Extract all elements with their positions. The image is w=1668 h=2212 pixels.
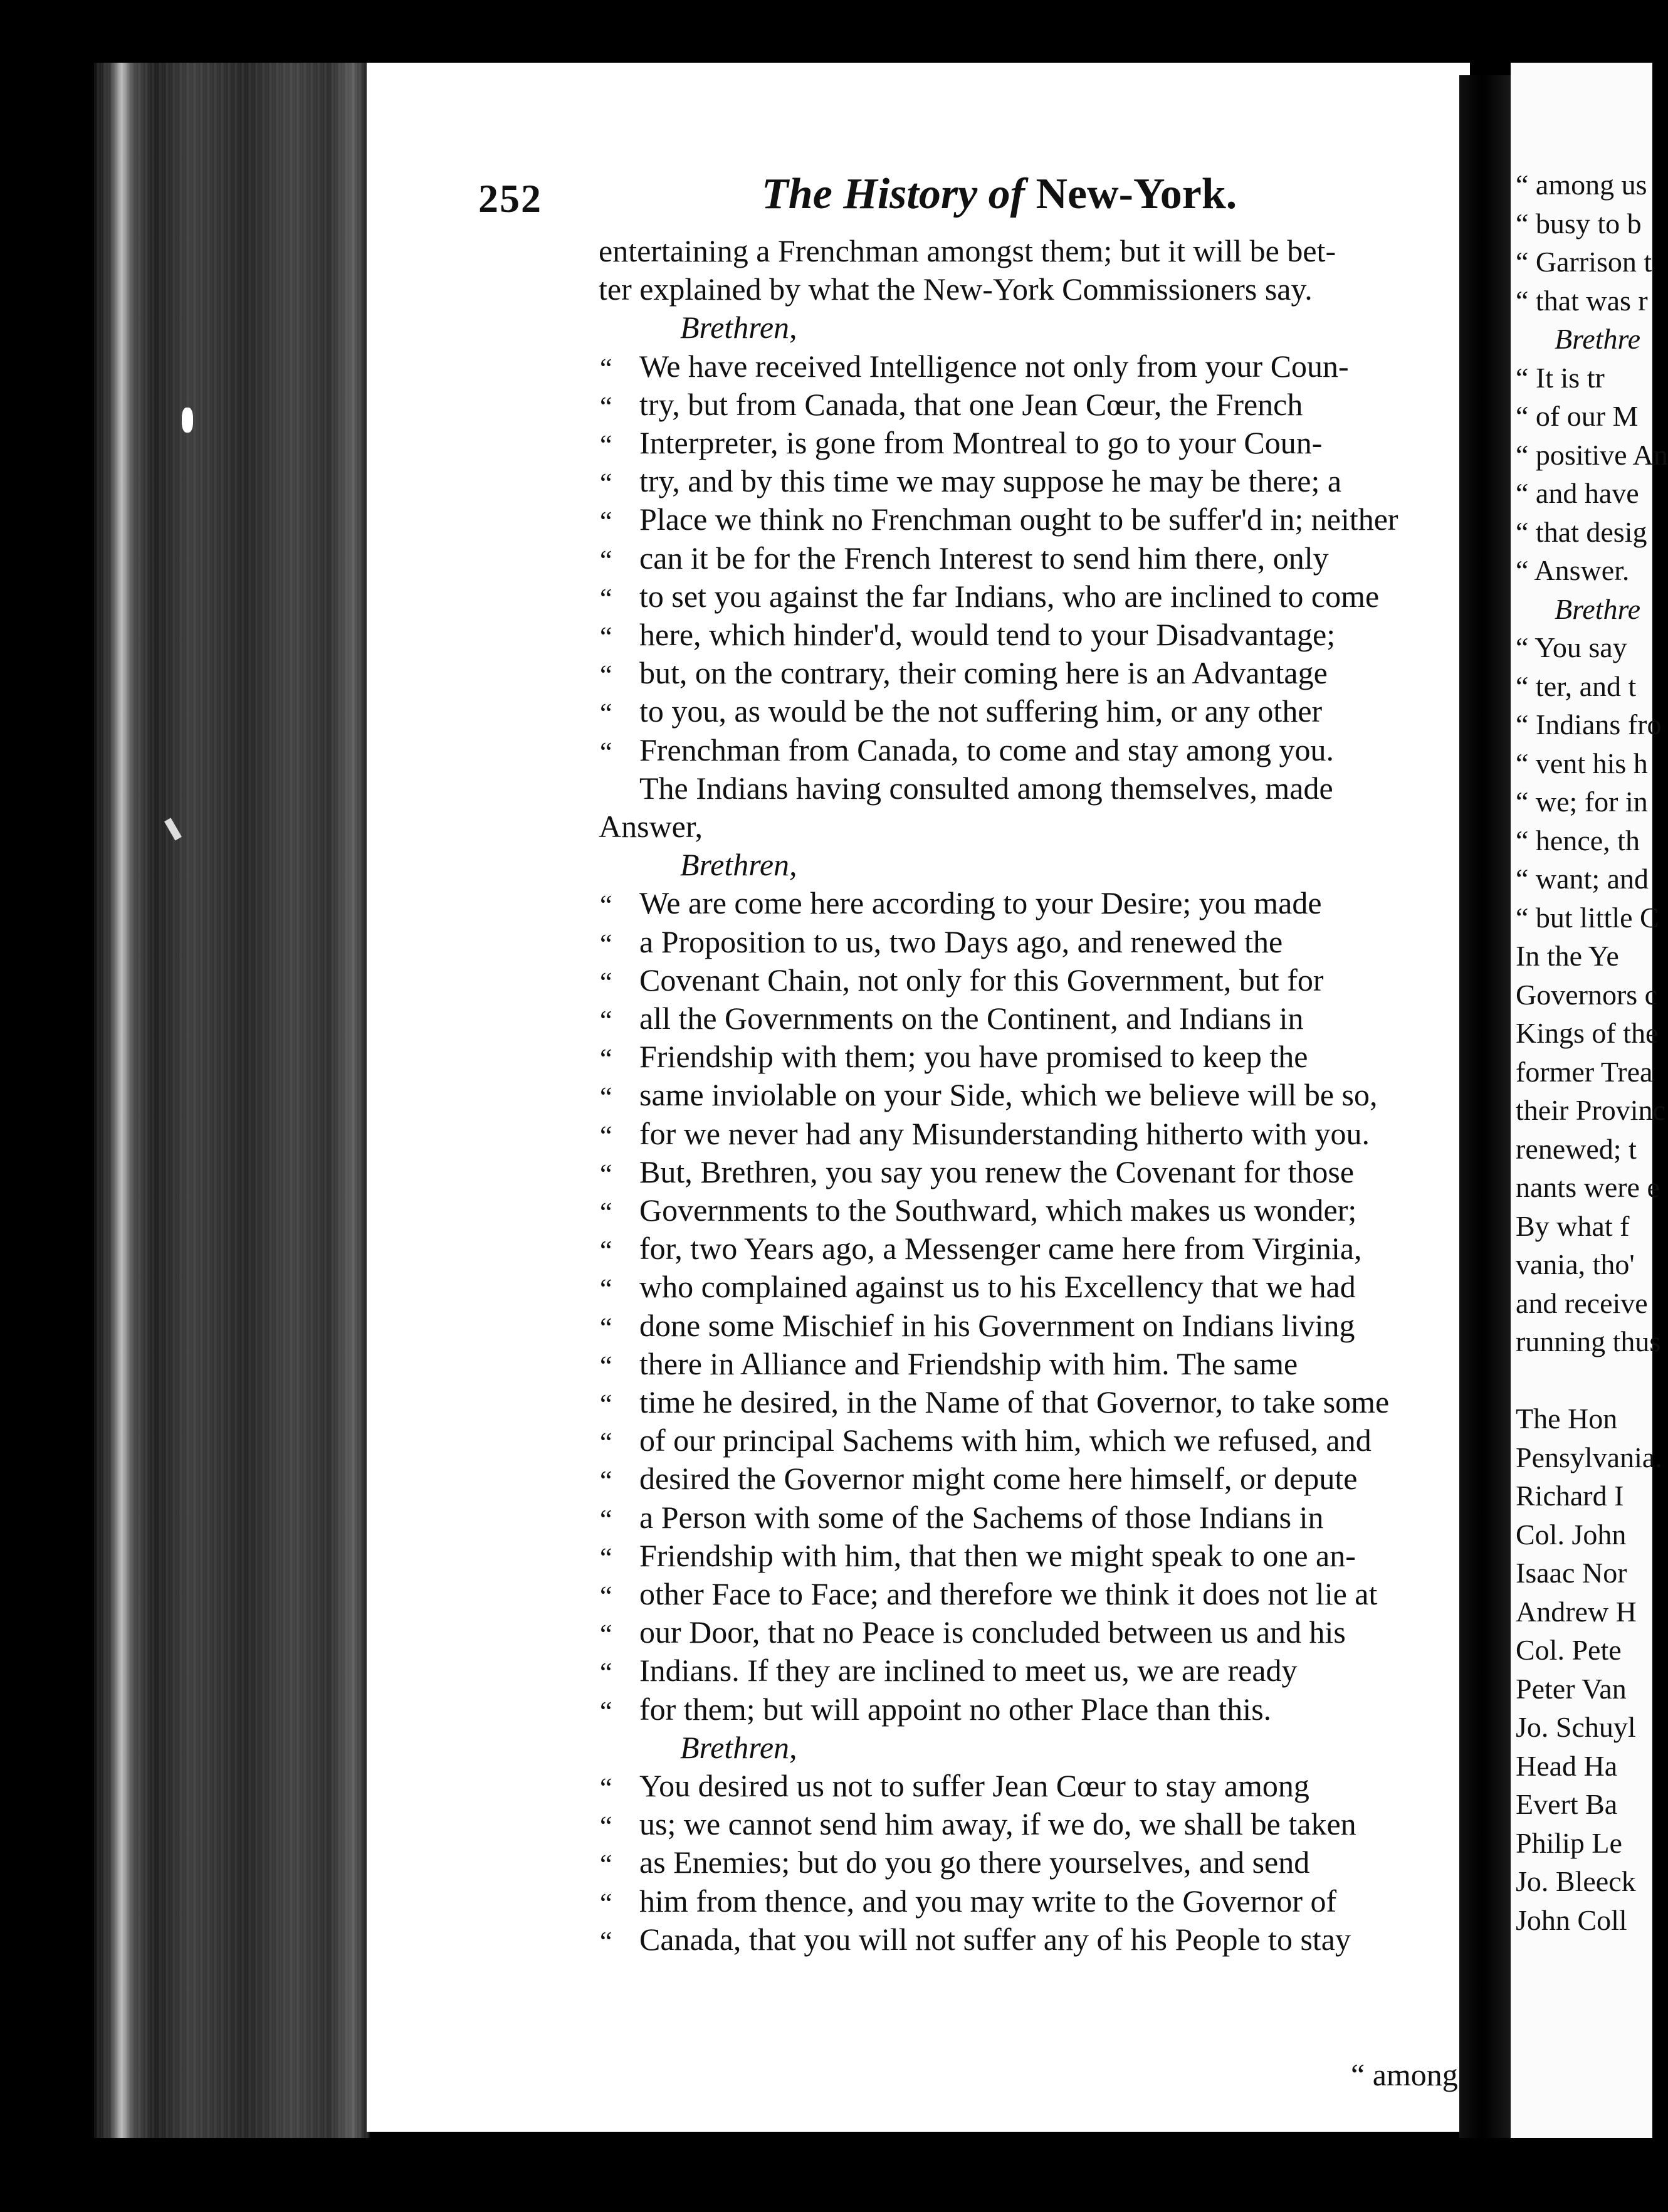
quote-mark: “ (600, 1158, 612, 1189)
facing-text-line: “ You say (1516, 631, 1627, 663)
facing-text-line: By what f (1516, 1209, 1630, 1242)
quote-mark: “ (600, 1043, 612, 1075)
text-line: can it be for the French Interest to send him there, only (639, 540, 1329, 576)
quote-mark: “ (600, 429, 612, 460)
facing-text-line: “ busy to b (1516, 207, 1642, 240)
text-line: same inviolable on your Side, which we believe will be so, (639, 1077, 1378, 1113)
facing-text-line: In the Ye (1516, 940, 1619, 972)
quote-mark: “ (600, 1273, 612, 1305)
facing-text-line: Isaac Nor (1516, 1557, 1627, 1589)
text-line: our Door, that no Peace is concluded between us and his (639, 1614, 1346, 1650)
text-line: all the Governments on the Continent, and Indians in (639, 1001, 1304, 1036)
text-line: a Person with some of the Sachems of those Indians in (639, 1499, 1324, 1535)
facing-text-line: “ positive An (1516, 438, 1668, 471)
quote-mark: “ (600, 1005, 612, 1036)
text-line: him from thence, and you may write to the Governor of (639, 1883, 1337, 1919)
facing-text-line: “ we; for in (1516, 786, 1648, 818)
facing-text-line: Brethre (1555, 592, 1641, 625)
text-line: as Enemies; but do you go there yourselves, and send (639, 1845, 1310, 1880)
facing-text-line: Col. Pete (1516, 1634, 1622, 1666)
text-line: ter explained by what the New-York Commissioners say. (599, 271, 1313, 307)
facing-text-line: “ and have (1516, 477, 1639, 509)
text-line: entertaining a Frenchman amongst them; but it will be bet- (599, 233, 1336, 268)
quote-mark: “ (600, 352, 612, 384)
text-line: us; we cannot send him away, if we do, we shall be taken (639, 1806, 1356, 1842)
page-header (367, 169, 1470, 238)
quote-mark: “ (600, 928, 612, 959)
facing-text-line: “ want; and (1516, 863, 1649, 895)
facing-text-line: Jo. Schuyl (1516, 1711, 1636, 1743)
facing-text-line: renewed; t (1516, 1132, 1637, 1165)
quote-mark: “ (600, 1465, 612, 1497)
quote-mark: “ (600, 1811, 612, 1842)
quote-mark: “ (600, 1389, 612, 1419)
text-line: Governments to the Southward, which makes us wonder; (639, 1193, 1357, 1228)
quote-mark: “ (600, 1887, 612, 1919)
title-word: The (762, 170, 832, 218)
text-line: time he desired, in the Name of that Governor, to take some (639, 1384, 1390, 1419)
quote-mark: “ (600, 1427, 612, 1458)
quote-mark: “ (600, 1925, 612, 1957)
quote-mark: “ (600, 1312, 612, 1343)
facing-text-line: The Hon (1516, 1403, 1618, 1435)
text-line: We are come here according to your Desire; you made (639, 885, 1322, 921)
facing-text-line: Pensylvania. (1516, 1441, 1662, 1473)
facing-text-line: “ of our M (1516, 400, 1639, 432)
text-line: We have received Intelligence not only from your Coun- (639, 348, 1349, 384)
facing-text-line: and receive (1516, 1287, 1648, 1319)
quote-mark: “ (600, 506, 612, 537)
text-line: there in Alliance and Friendship with him. The same (639, 1346, 1298, 1381)
quote-mark: “ (600, 1504, 612, 1535)
facing-text-line: Head Ha (1516, 1749, 1618, 1782)
facing-text-line: vania, tho' (1516, 1248, 1635, 1280)
quote-mark: “ (600, 1657, 612, 1688)
book-page (367, 63, 1470, 2132)
quote-mark: “ (600, 1772, 612, 1803)
text-line: Brethren, (680, 1729, 797, 1765)
quote-mark: “ (600, 1849, 612, 1880)
title-word: of (988, 170, 1025, 218)
text-line: try, and by this time we may suppose he may be there; a (639, 463, 1342, 499)
text-line: Friendship with them; you have promised to keep the (639, 1039, 1308, 1075)
text-line: of our principal Sachems with him, which we refused, and (639, 1423, 1372, 1458)
text-line: here, which hinder'd, would tend to your Disadvantage; (639, 617, 1336, 652)
text-line: Brethren, (680, 310, 797, 345)
running-title (762, 169, 1237, 219)
facing-text-line: Jo. Bleeck (1516, 1865, 1636, 1897)
facing-text-line: “ Indians fro (1516, 708, 1662, 740)
facing-text-line: “ It is tr (1516, 361, 1605, 394)
quote-mark: “ (600, 1619, 612, 1650)
quote-mark: “ (600, 1581, 612, 1611)
text-line: but, on the contrary, their coming here is an Advantage (639, 655, 1328, 691)
quote-mark: “ (600, 660, 612, 691)
quote-mark: “ (600, 890, 612, 921)
text-line: Place we think no Frenchman ought to be suffer'd in; neither (639, 502, 1398, 537)
quote-mark: “ (600, 736, 612, 767)
text-line: Interpreter, is gone from Montreal to go to your Coun- (639, 425, 1323, 460)
quote-mark: “ (600, 1197, 612, 1228)
bottom-shadow (0, 2138, 1652, 2212)
quote-mark: “ (600, 1082, 612, 1113)
facing-text-line: Kings of the (1516, 1017, 1659, 1049)
text-line: Covenant Chain, not only for this Government, but for (639, 962, 1324, 998)
page-gutter (1459, 75, 1516, 2138)
quote-mark: “ (600, 698, 612, 729)
quote-mark: “ (600, 468, 612, 499)
paper-speck (182, 408, 193, 433)
facing-text-line: Evert Ba (1516, 1788, 1618, 1820)
facing-text-line: “ that desig (1516, 515, 1647, 548)
facing-text-line: “ among us (1516, 169, 1647, 201)
title-word: History (843, 170, 978, 218)
facing-text-line: former Trea (1516, 1055, 1653, 1088)
facing-text-line: nants were e (1516, 1171, 1660, 1203)
quote-mark: “ (600, 582, 612, 614)
text-line: Frenchman from Canada, to come and stay among you. (639, 732, 1335, 767)
text-line: to set you against the far Indians, who are inclined to come (639, 578, 1380, 614)
facing-text-line: Governors c (1516, 978, 1658, 1011)
facing-text-line: “ that was r (1516, 284, 1648, 317)
facing-text-line: “ Answer. (1516, 554, 1630, 586)
quote-mark: “ (600, 1235, 612, 1267)
text-line: who complained against us to his Excellency that we had (639, 1269, 1356, 1305)
text-line: Indians. If they are inclined to meet us, we are ready (639, 1653, 1298, 1688)
quote-mark: “ (600, 544, 612, 576)
quote-mark: “ (600, 1350, 612, 1381)
text-line: desired the Governor might come here himself, or depute (639, 1461, 1358, 1497)
book-binding-edge (94, 63, 370, 2144)
facing-text-line: “ hence, th (1516, 824, 1640, 856)
facing-text-line: John Coll (1516, 1904, 1627, 1936)
quote-mark: “ (600, 1542, 612, 1573)
facing-text-line: Richard I (1516, 1480, 1624, 1512)
text-line: Friendship with him, that then we might speak to one an- (639, 1537, 1356, 1573)
quote-mark: “ (600, 391, 612, 422)
text-line: You desired us not to suffer Jean Cœur to stay among (639, 1768, 1309, 1803)
text-line: The Indians having consulted among themselves, made (639, 770, 1333, 806)
quote-mark: “ (600, 621, 612, 652)
text-line: other Face to Face; and therefore we think it does not lie at (639, 1576, 1378, 1611)
text-line: Brethren, (680, 847, 797, 883)
quote-mark: “ (600, 1695, 612, 1727)
facing-text-line: Col. John (1516, 1518, 1627, 1551)
facing-text-line: “ Garrison t (1516, 246, 1652, 278)
facing-text-line: Brethre (1555, 323, 1641, 355)
text-line: for, two Years ago, a Messenger came here from Virginia, (639, 1231, 1362, 1267)
quote-mark: “ (600, 1120, 612, 1151)
facing-text-line: running thus (1516, 1325, 1661, 1357)
text-line: Answer, (599, 809, 703, 844)
facing-text-line: Peter Van (1516, 1672, 1627, 1705)
text-line: to you, as would be the not suffering him, or any other (639, 693, 1323, 729)
facing-text-line: “ vent his h (1516, 747, 1648, 779)
text-line: Canada, that you will not suffer any of his People to stay (639, 1921, 1351, 1957)
facing-text-line: Philip Le (1516, 1826, 1622, 1859)
catchword: “ among (1351, 2057, 1458, 2092)
facing-text-line: Andrew H (1516, 1595, 1637, 1628)
text-line: try, but from Canada, that one Jean Cœur, the French (639, 386, 1303, 422)
facing-page (1511, 63, 1668, 2151)
quote-mark: “ (600, 966, 612, 998)
facing-text-line: “ but little C (1516, 901, 1659, 934)
text-line: done some Mischief in his Government on Indians living (639, 1307, 1355, 1343)
facing-text-line: “ ter, and t (1516, 670, 1637, 702)
text-line: But, Brethren, you say you renew the Covenant for those (639, 1154, 1355, 1189)
text-line: a Proposition to us, two Days ago, and renewed the (639, 924, 1283, 959)
text-line: for them; but will appoint no other Place than this. (639, 1691, 1272, 1727)
page-number: 252 (478, 176, 542, 221)
title-place: New-York. (1036, 170, 1237, 218)
text-line: for we never had any Misunderstanding hitherto with you. (639, 1115, 1370, 1151)
facing-text-line: their Provinc (1516, 1094, 1665, 1126)
